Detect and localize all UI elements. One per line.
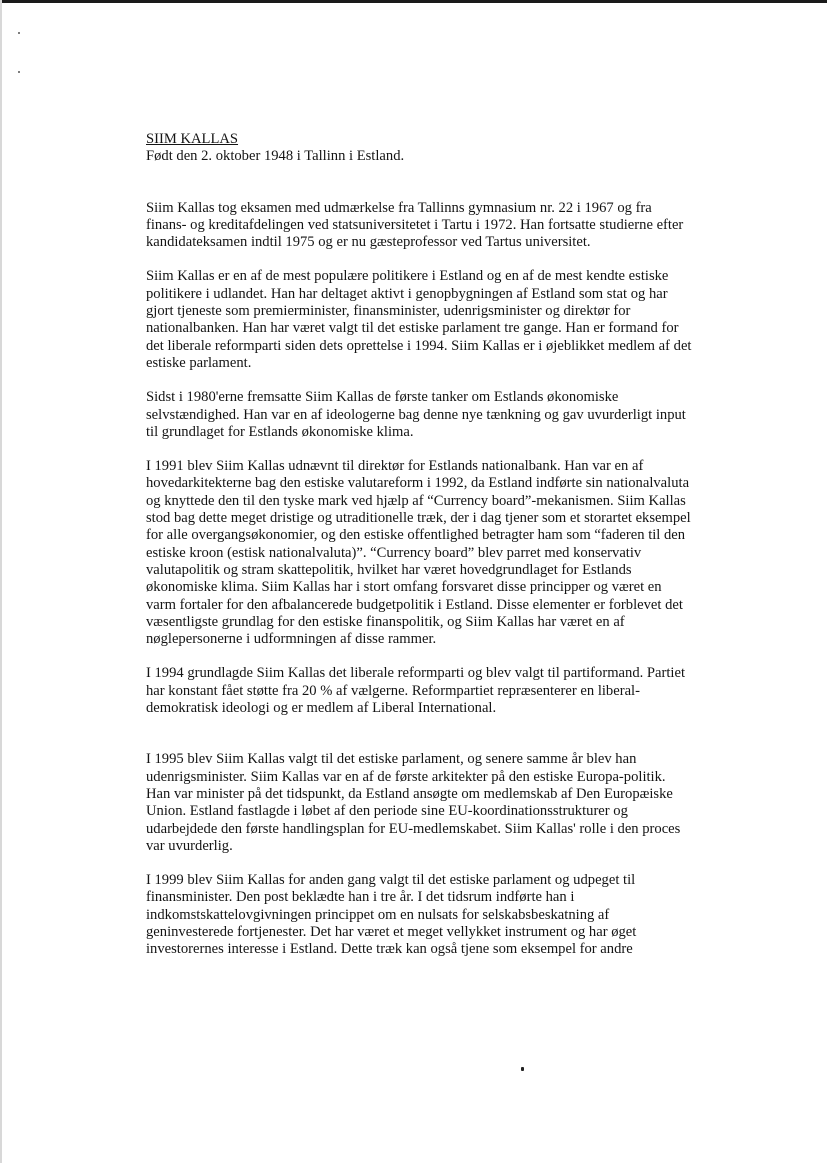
- spacer: [146, 855, 692, 872]
- paragraph-education: Siim Kallas tog eksamen med udmærkelse fra Tallinns gymnasium nr. 22 i 1967 og fra finans- og kreditafdelingen ved statsuniversitetet i Tartu i 1972. Han fortsatte studierne efter kandidateksamen indtil 1975 og er nu gæsteprofessor ved Tartus universitet.: [146, 199, 684, 251]
- paragraph-1995: I 1995 blev Siim Kallas valgt til det estiske parlament, og senere samme år blev han udenrigsminister. Siim Kallas var en af de første arkitekter på den estiske Europa-politik. Han var minister på det tidspunkt, da Estland ansøgte om medlemskab af Den Europæiske Union. Estland fastlagde i løbet af den periode sine EU-koordinationsstrukturer og udarbejdede den første handlingsplan for EU-medlemskabet. Siim Kallas' rolle i den proces var uvurderlig.: [146, 751, 681, 854]
- spacer: [146, 717, 692, 751]
- paragraph-1994: I 1994 grundlagde Siim Kallas det liberale reformparti og blev valgt til partiformand. Partiet har konstant fået støtte fra 20 % af vælgerne. Reformpartiet repræsenterer en liberal-demokratisk ideologi og er medlem af Liberal International.: [146, 665, 686, 717]
- spacer: [146, 648, 692, 665]
- spacer: [146, 441, 692, 458]
- spacer: [146, 372, 692, 389]
- paragraph-1991: I 1991 blev Siim Kallas udnævnt til direktør for Estlands nationalbank. Han var en af hovedarkitekterne bag den estiske valutareform i 1992, da Estland indførte sin nationalvaluta og knyttede den til den tyske mark ved hjælp af “Currency board”-mekanismen. Siim Kallas stod bag dette meget dristige og utraditionelle træk, der i dag tjener som et storartet eksempel for alle overgangsøkonomier, og den estiske offentlighed betragter ham som “faderen til den estiske kroon (estisk nationalvaluta)”. “Currency board” blev parret med konservativ valutapolitik og stram skattepolitik, hvilket har været hovedgrundlaget for Estlands økonomiske klima. Siim Kallas har i stort omfang forsvaret disse principper og været en varm fortaler for den afbalancerede budgetpolitik i Estland. Disse elementer er forblevet det væsentligste grundlag for den estiske finanspolitik, og Siim Kallas har været en af nøglepersonerne i udformningen af disse rammer.: [146, 458, 691, 648]
- spacer: [146, 166, 692, 200]
- scan-edge-top: [0, 0, 827, 3]
- paragraph-1999: I 1999 blev Siim Kallas for anden gang valgt til det estiske parlament og udpeget til finansminister. Den post beklædte han i tre år. I det tidsrum indførte han i indkomstskattelovgivningen princippet om en nulsats for selskabsbeskatning af geninvesterede fortjenester. Det har været et meget vellykket instrument og har øget investorernes interesse i Estland. Dette træk kan også tjene som eksempel for andre: [146, 872, 637, 958]
- scan-speck: [18, 32, 20, 34]
- document-subtitle: Født den 2. oktober 1948 i Tallinn i Estland.: [146, 148, 405, 165]
- scan-speck: [18, 71, 20, 73]
- spacer: [146, 251, 692, 268]
- scan-edge-left: [0, 0, 2, 1163]
- scan-speck: [521, 1067, 524, 1071]
- document-page: [146, 131, 692, 959]
- paragraph-overview: Siim Kallas er en af de mest populære politikere i Estland og en af de mest kendte estiske politikere i udlandet. Han har deltaget aktivt i genopbygningen af Estland som stat og har gjort tjeneste som premierminister, finansminister, udenrigsminister og direktør for nationalbanken. Han har været valgt til det estiske parlament tre gange. Han er formand for det liberale reformparti siden dets oprettelse i 1994. Siim Kallas er i øjeblikket medlem af det estiske parlament.: [146, 268, 692, 371]
- paragraph-1980s: Sidst i 1980'erne fremsatte Siim Kallas de første tanker om Estlands økonomiske selvstændighed. Han var en af ideologerne bag denne nye tænkning og gav uvurderligt input til grundlaget for Estlands økonomiske klima.: [146, 389, 686, 440]
- document-title: SIIM KALLAS: [146, 131, 239, 147]
